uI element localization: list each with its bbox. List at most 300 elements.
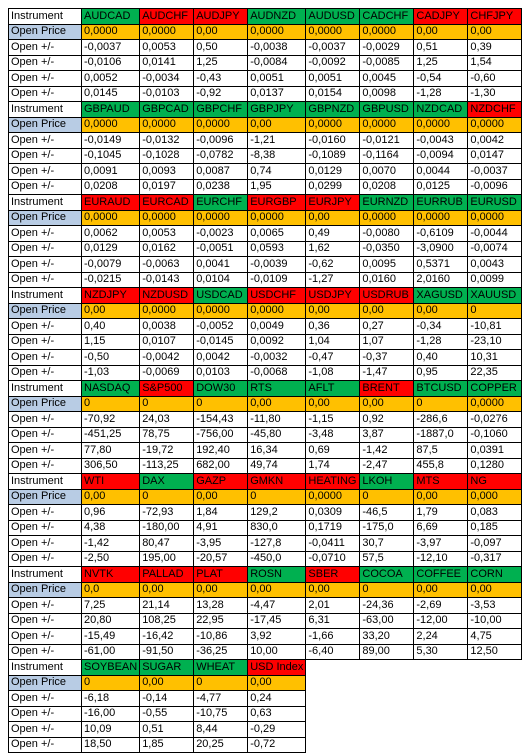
instrument-label: Instrument xyxy=(9,9,82,25)
value-cell: -1,42 xyxy=(82,536,140,552)
open-delta-label: Open +/- xyxy=(9,458,82,474)
open-price-cell: 0,000 xyxy=(468,489,522,505)
open-price-row xyxy=(9,396,522,412)
open-price-cell: 0 xyxy=(140,489,194,505)
value-cell: -0,0063 xyxy=(140,257,194,273)
value-cell: -12,00 xyxy=(414,613,468,629)
value-cell: -1887,0 xyxy=(414,427,468,443)
open-price-cell: 0,00 xyxy=(248,117,306,133)
instrument-symbol-cell: AUDNZD xyxy=(248,9,306,25)
instrument-symbol-cell: EURCAD xyxy=(140,195,194,211)
value-cell: 0,0038 xyxy=(140,319,194,335)
instrument-header-row xyxy=(9,102,522,118)
instrument-symbol-cell: HEATING xyxy=(306,474,360,490)
value-cell: -0,0069 xyxy=(140,365,194,381)
value-cell: -0,0411 xyxy=(306,536,360,552)
value-cell: 0,0129 xyxy=(82,241,140,257)
value-cell: 0,0041 xyxy=(194,257,248,273)
instrument-symbol-cell: NVTK xyxy=(82,567,140,583)
empty-cell xyxy=(468,691,522,707)
open-price-cell: 0,00 xyxy=(306,582,360,598)
value-cell: 1,25 xyxy=(194,55,248,71)
value-cell: -0,1028 xyxy=(140,148,194,164)
open-price-cell: 0 xyxy=(248,489,306,505)
open-price-cell: 0,00 xyxy=(140,675,194,691)
open-delta-row xyxy=(9,226,522,242)
value-cell: 0,083 xyxy=(468,505,522,521)
open-price-cell: 0,0000 xyxy=(414,210,468,226)
instrument-header-row xyxy=(9,9,522,25)
value-cell: -1,03 xyxy=(82,365,140,381)
instrument-symbol-cell: USDJPY xyxy=(306,288,360,304)
value-cell: -450,0 xyxy=(248,551,306,567)
open-delta-label: Open +/- xyxy=(9,644,82,660)
instrument-header-row xyxy=(9,567,522,583)
value-cell: -0,55 xyxy=(140,706,194,722)
open-price-cell: 0,00 xyxy=(414,303,468,319)
value-cell: 1,74 xyxy=(306,458,360,474)
value-cell: 1,95 xyxy=(248,179,306,195)
value-cell: 87,5 xyxy=(414,443,468,459)
open-delta-row xyxy=(9,86,522,102)
value-cell: -1,42 xyxy=(360,443,414,459)
empty-cell xyxy=(414,737,468,753)
open-price-cell: 0,00 xyxy=(414,582,468,598)
value-cell: -0,0037 xyxy=(306,40,360,56)
value-cell: -24,36 xyxy=(360,598,414,614)
open-price-label: Open Price xyxy=(9,582,82,598)
instrument-symbol-cell: EURCHF xyxy=(194,195,248,211)
value-cell: 57,5 xyxy=(360,551,414,567)
open-delta-row xyxy=(9,613,522,629)
value-cell: -0,47 xyxy=(306,350,360,366)
open-delta-label: Open +/- xyxy=(9,71,82,87)
value-cell: -63,00 xyxy=(360,613,414,629)
value-cell: 0,0125 xyxy=(414,179,468,195)
open-price-cell: 0,00 xyxy=(194,489,248,505)
empty-cell xyxy=(414,675,468,691)
instrument-symbol-cell: WTI xyxy=(82,474,140,490)
open-price-cell: 0,0000 xyxy=(194,117,248,133)
open-delta-row xyxy=(9,350,522,366)
instrument-symbol-cell: LKOH xyxy=(360,474,414,490)
value-cell: -12,10 xyxy=(414,551,468,567)
open-price-cell: 0,00 xyxy=(248,396,306,412)
value-cell: -4,77 xyxy=(194,691,248,707)
open-delta-row xyxy=(9,551,522,567)
open-price-cell: 0,0000 xyxy=(140,210,194,226)
open-price-cell: 0,00 xyxy=(360,303,414,319)
value-cell: 108,25 xyxy=(140,613,194,629)
value-cell: 0,0141 xyxy=(140,55,194,71)
value-cell: 10,00 xyxy=(248,644,306,660)
value-cell: 0,0391 xyxy=(468,443,522,459)
instrument-symbol-cell: PLAT xyxy=(194,567,248,583)
instrument-symbol-cell: GBPNZD xyxy=(306,102,360,118)
value-cell: -0,0143 xyxy=(140,272,194,288)
value-cell: -0,0038 xyxy=(248,40,306,56)
value-cell: 0,0208 xyxy=(360,179,414,195)
value-cell: 16,34 xyxy=(248,443,306,459)
open-price-cell: 0,00 xyxy=(468,24,522,40)
value-cell: 0,50 xyxy=(194,40,248,56)
value-cell: -0,0121 xyxy=(360,133,414,149)
open-price-cell: 0,0 xyxy=(82,582,140,598)
open-price-cell: 0,00 xyxy=(82,303,140,319)
value-cell: -2,47 xyxy=(360,458,414,474)
open-price-cell: 0,00 xyxy=(306,303,360,319)
instrument-symbol-cell: GMKN xyxy=(248,474,306,490)
value-cell: 5,30 xyxy=(414,644,468,660)
open-delta-label: Open +/- xyxy=(9,164,82,180)
open-price-cell: 0,0000 xyxy=(82,210,140,226)
value-cell: -0,0106 xyxy=(82,55,140,71)
open-delta-row xyxy=(9,257,522,273)
value-cell: -0,72 xyxy=(248,737,306,753)
open-price-cell: 0,0000 xyxy=(140,303,194,319)
open-delta-label: Open +/- xyxy=(9,520,82,536)
value-cell: 0,39 xyxy=(468,40,522,56)
instrument-symbol-cell: GBPJPY xyxy=(248,102,306,118)
value-cell: -0,0132 xyxy=(140,133,194,149)
value-cell: -0,0350 xyxy=(360,241,414,257)
value-cell: -0,0037 xyxy=(468,164,522,180)
value-cell: -0,60 xyxy=(468,71,522,87)
value-cell: -0,0085 xyxy=(360,55,414,71)
instrument-symbol-cell: USDCHF xyxy=(248,288,306,304)
value-cell: -16,42 xyxy=(140,629,194,645)
instrument-symbol-cell: GBPCAD xyxy=(140,102,194,118)
open-delta-label: Open +/- xyxy=(9,443,82,459)
value-cell: 0,49 xyxy=(306,226,360,242)
value-cell: 3,92 xyxy=(248,629,306,645)
open-price-row xyxy=(9,303,522,319)
value-cell: 306,50 xyxy=(82,458,140,474)
value-cell: 21,14 xyxy=(140,598,194,614)
value-cell: -0,0094 xyxy=(414,148,468,164)
open-delta-label: Open +/- xyxy=(9,319,82,335)
open-delta-label: Open +/- xyxy=(9,412,82,428)
value-cell: 0,0129 xyxy=(306,164,360,180)
value-cell: 24,03 xyxy=(140,412,194,428)
value-cell: -0,34 xyxy=(414,319,468,335)
value-cell: 0,0065 xyxy=(248,226,306,242)
value-cell: -0,92 xyxy=(194,86,248,102)
empty-cell xyxy=(306,691,360,707)
open-delta-label: Open +/- xyxy=(9,241,82,257)
value-cell: -180,00 xyxy=(140,520,194,536)
value-cell: 0,63 xyxy=(248,706,306,722)
value-cell: -1,28 xyxy=(414,86,468,102)
value-cell: -4,47 xyxy=(248,598,306,614)
open-delta-row xyxy=(9,737,522,753)
instrument-symbol-cell: NASDAQ xyxy=(82,381,140,397)
instrument-header-row xyxy=(9,288,522,304)
instrument-symbol-cell: EURNZD xyxy=(360,195,414,211)
value-cell: 0,40 xyxy=(414,350,468,366)
open-delta-row xyxy=(9,319,522,335)
instrument-label: Instrument xyxy=(9,660,82,676)
instrument-symbol-cell: COPPER xyxy=(468,381,522,397)
instrument-symbol-cell: XAGUSD xyxy=(414,288,468,304)
open-price-cell: 0,00 xyxy=(306,210,360,226)
open-delta-row xyxy=(9,458,522,474)
open-delta-label: Open +/- xyxy=(9,40,82,56)
open-delta-label: Open +/- xyxy=(9,722,82,738)
value-cell: -0,0710 xyxy=(306,551,360,567)
instrument-header-row xyxy=(9,381,522,397)
value-cell: 0,0042 xyxy=(194,350,248,366)
value-cell: 0,74 xyxy=(248,164,306,180)
open-delta-row xyxy=(9,722,522,738)
empty-cell xyxy=(306,675,360,691)
open-price-row xyxy=(9,24,522,40)
value-cell: 0,0098 xyxy=(360,86,414,102)
open-delta-row xyxy=(9,706,522,722)
open-price-cell: 0,0000 xyxy=(468,396,522,412)
instrument-label: Instrument xyxy=(9,195,82,211)
value-cell: 10,31 xyxy=(468,350,522,366)
value-cell: -1,21 xyxy=(248,133,306,149)
value-cell: -0,0145 xyxy=(194,334,248,350)
value-cell: 0,92 xyxy=(360,412,414,428)
value-cell: -1,66 xyxy=(306,629,360,645)
open-price-cell: 0,0000 xyxy=(360,117,414,133)
instrument-symbol-cell: CADCHF xyxy=(360,9,414,25)
instrument-symbol-cell: USDRUB xyxy=(360,288,414,304)
value-cell: 0,0208 xyxy=(82,179,140,195)
value-cell: 0,1719 xyxy=(306,520,360,536)
value-cell: 12,50 xyxy=(468,644,522,660)
value-cell: -0,0096 xyxy=(194,133,248,149)
value-cell: -113,25 xyxy=(140,458,194,474)
value-cell: 0,0062 xyxy=(82,226,140,242)
open-price-cell: 0 xyxy=(194,675,248,691)
instrument-symbol-cell: CADJPY xyxy=(414,9,468,25)
open-price-cell: 0,0000 xyxy=(360,24,414,40)
value-cell: 0,1280 xyxy=(468,458,522,474)
value-cell: -0,29 xyxy=(248,722,306,738)
value-cell: -8,38 xyxy=(248,148,306,164)
instrument-symbol-cell: GBPAUD xyxy=(82,102,140,118)
value-cell: -127,8 xyxy=(248,536,306,552)
open-price-cell: 0,00 xyxy=(82,489,140,505)
value-cell: 0,0162 xyxy=(140,241,194,257)
empty-cell xyxy=(306,706,360,722)
value-cell: -0,0032 xyxy=(248,350,306,366)
value-cell: 0,0092 xyxy=(248,334,306,350)
open-price-cell: 0,0000 xyxy=(414,117,468,133)
value-cell: -0,0023 xyxy=(194,226,248,242)
open-price-cell: 0,0000 xyxy=(82,24,140,40)
value-cell: -6,40 xyxy=(306,644,360,660)
value-cell: 0,0147 xyxy=(468,148,522,164)
value-cell: -0,0039 xyxy=(248,257,306,273)
value-cell: -61,00 xyxy=(82,644,140,660)
empty-cell xyxy=(360,706,414,722)
value-cell: -0,0044 xyxy=(468,226,522,242)
empty-cell xyxy=(414,691,468,707)
empty-cell xyxy=(306,737,360,753)
open-delta-row xyxy=(9,133,522,149)
value-cell: 0,0070 xyxy=(360,164,414,180)
value-cell: -0,0276 xyxy=(468,412,522,428)
instrument-symbol-cell: BRENT xyxy=(360,381,414,397)
open-price-cell: 0 xyxy=(194,396,248,412)
value-cell: 0,0099 xyxy=(468,272,522,288)
instrument-label: Instrument xyxy=(9,102,82,118)
open-delta-label: Open +/- xyxy=(9,536,82,552)
value-cell: -23,10 xyxy=(468,334,522,350)
open-price-cell: 0,0000 xyxy=(468,210,522,226)
value-cell: -19,72 xyxy=(140,443,194,459)
instrument-symbol-cell: AFLT xyxy=(306,381,360,397)
value-cell: 20,25 xyxy=(194,737,248,753)
instrument-symbol-cell: EURUSD xyxy=(468,195,522,211)
open-delta-label: Open +/- xyxy=(9,613,82,629)
value-cell: -10,86 xyxy=(194,629,248,645)
open-price-cell: 0,00 xyxy=(248,675,306,691)
open-price-label: Open Price xyxy=(9,489,82,505)
value-cell: -0,0051 xyxy=(194,241,248,257)
value-cell: 0,0104 xyxy=(194,272,248,288)
empty-cell xyxy=(360,675,414,691)
instrument-symbol-cell: AUDUSD xyxy=(306,9,360,25)
value-cell: -0,0079 xyxy=(82,257,140,273)
value-cell: -1,08 xyxy=(306,365,360,381)
value-cell: 0,185 xyxy=(468,520,522,536)
value-cell: -72,93 xyxy=(140,505,194,521)
open-delta-row xyxy=(9,691,522,707)
open-price-cell: 0,00 xyxy=(360,396,414,412)
value-cell: 13,28 xyxy=(194,598,248,614)
open-delta-row xyxy=(9,644,522,660)
value-cell: -11,80 xyxy=(248,412,306,428)
value-cell: -0,0084 xyxy=(248,55,306,71)
open-price-cell: 0,0000 xyxy=(248,24,306,40)
open-price-cell: 0,0000 xyxy=(306,24,360,40)
instrument-symbol-cell: GBPUSD xyxy=(360,102,414,118)
open-price-cell: 0,0000 xyxy=(306,117,360,133)
value-cell: 6,31 xyxy=(306,613,360,629)
open-delta-row xyxy=(9,412,522,428)
value-cell: -17,45 xyxy=(248,613,306,629)
instrument-symbol-cell: AUDCAD xyxy=(82,9,140,25)
value-cell: 0,5371 xyxy=(414,257,468,273)
open-price-row xyxy=(9,210,522,226)
value-cell: -3,97 xyxy=(414,536,468,552)
open-delta-row xyxy=(9,334,522,350)
instrument-symbol-cell: MTS xyxy=(414,474,468,490)
instrument-symbol-cell: RTS xyxy=(248,381,306,397)
value-cell: 0,96 xyxy=(82,505,140,521)
value-cell: 0,0137 xyxy=(248,86,306,102)
value-cell: -0,54 xyxy=(414,71,468,87)
instrument-symbol-cell: NZDCHF xyxy=(468,102,522,118)
open-price-cell: 0,0000 xyxy=(140,117,194,133)
value-cell: -0,0042 xyxy=(140,350,194,366)
instrument-symbol-cell: BTCUSD xyxy=(414,381,468,397)
open-price-cell: 0 xyxy=(360,582,414,598)
value-cell: 0,36 xyxy=(306,319,360,335)
open-delta-label: Open +/- xyxy=(9,272,82,288)
value-cell: -286,6 xyxy=(414,412,468,428)
value-cell: 6,69 xyxy=(414,520,468,536)
value-cell: -756,00 xyxy=(194,427,248,443)
instrument-symbol-cell: AUDCHF xyxy=(140,9,194,25)
value-cell: 0,0052 xyxy=(82,71,140,87)
open-delta-label: Open +/- xyxy=(9,737,82,753)
value-cell: -15,49 xyxy=(82,629,140,645)
instrument-symbol-cell: NZDUSD xyxy=(140,288,194,304)
empty-cell xyxy=(360,691,414,707)
value-cell: -0,50 xyxy=(82,350,140,366)
value-cell: -10,81 xyxy=(468,319,522,335)
value-cell: 1,04 xyxy=(306,334,360,350)
value-cell: -36,25 xyxy=(194,644,248,660)
value-cell: -0,1164 xyxy=(360,148,414,164)
value-cell: -0,0074 xyxy=(468,241,522,257)
open-price-cell: 0,00 xyxy=(468,582,522,598)
value-cell: 22,95 xyxy=(194,613,248,629)
value-cell: -0,1089 xyxy=(306,148,360,164)
open-price-label: Open Price xyxy=(9,396,82,412)
open-price-cell: 0,00 xyxy=(306,396,360,412)
value-cell: -0,0092 xyxy=(306,55,360,71)
value-cell: 0,0051 xyxy=(248,71,306,87)
instrument-label: Instrument xyxy=(9,381,82,397)
empty-cell xyxy=(414,660,468,676)
open-delta-row xyxy=(9,241,522,257)
instrument-symbol-cell: ROSN xyxy=(248,567,306,583)
value-cell: 3,87 xyxy=(360,427,414,443)
instrument-symbol-cell: EURRUB xyxy=(414,195,468,211)
instrument-header-row xyxy=(9,474,522,490)
value-cell: -20,57 xyxy=(194,551,248,567)
instrument-symbol-cell: AUDJPY xyxy=(194,9,248,25)
value-cell: -1,27 xyxy=(306,272,360,288)
value-cell: 0,0103 xyxy=(194,365,248,381)
open-delta-row xyxy=(9,55,522,71)
value-cell: 129,2 xyxy=(248,505,306,521)
instrument-symbol-cell: EURGBP xyxy=(248,195,306,211)
open-price-row xyxy=(9,582,522,598)
open-price-label: Open Price xyxy=(9,117,82,133)
instrument-symbol-cell: DOW30 xyxy=(194,381,248,397)
value-cell: 0,0593 xyxy=(248,241,306,257)
value-cell: 0,0309 xyxy=(306,505,360,521)
open-price-cell: 0 xyxy=(140,396,194,412)
open-delta-label: Open +/- xyxy=(9,179,82,195)
value-cell: 0,0053 xyxy=(140,40,194,56)
open-price-cell: 0,00 xyxy=(248,582,306,598)
open-delta-row xyxy=(9,40,522,56)
instrument-symbol-cell: NZDCAD xyxy=(414,102,468,118)
open-delta-label: Open +/- xyxy=(9,257,82,273)
instrument-symbol-cell: COCOA xyxy=(360,567,414,583)
open-delta-label: Open +/- xyxy=(9,226,82,242)
value-cell: -3,48 xyxy=(306,427,360,443)
value-cell: 33,20 xyxy=(360,629,414,645)
open-price-label: Open Price xyxy=(9,24,82,40)
empty-cell xyxy=(468,737,522,753)
open-price-cell: 0 xyxy=(82,396,140,412)
value-cell: -2,69 xyxy=(414,598,468,614)
value-cell: -0,097 xyxy=(468,536,522,552)
open-price-cell: 0 xyxy=(82,675,140,691)
open-price-cell: 0,0000 xyxy=(360,210,414,226)
value-cell: -1,28 xyxy=(414,334,468,350)
